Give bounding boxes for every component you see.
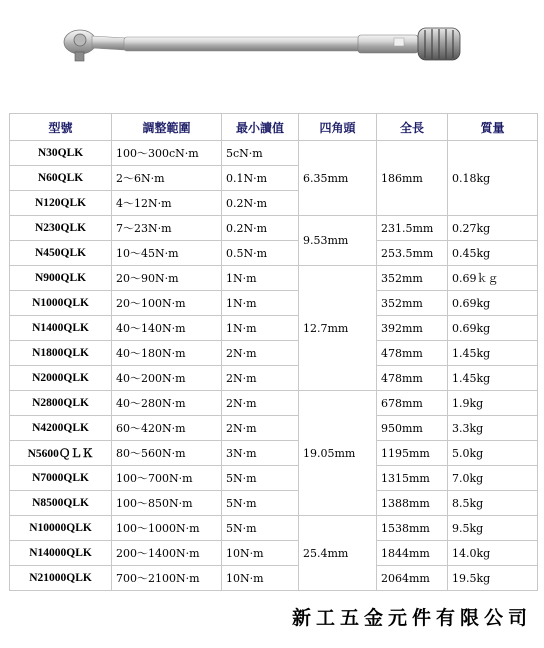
table-row xyxy=(10,416,538,441)
min-reading-cell: 5cN·m xyxy=(222,141,299,166)
mass-cell: 14.0kg xyxy=(448,541,538,566)
length-cell: 352mm xyxy=(377,291,448,316)
square-drive-cell: 25.4mm xyxy=(299,516,377,591)
length-cell: 1844mm xyxy=(377,541,448,566)
range-cell: 2～6N·m xyxy=(112,166,222,191)
range-cell: 7～23N·m xyxy=(112,216,222,241)
table-row xyxy=(10,316,538,341)
min-reading-cell: 5N·m xyxy=(222,466,299,491)
mass-cell: 7.0kg xyxy=(448,466,538,491)
length-cell: 186mm xyxy=(377,141,448,216)
model-cell: N8500QLK xyxy=(10,491,112,516)
min-reading-cell: 0.1N·m xyxy=(222,166,299,191)
model-cell: N4200QLK xyxy=(10,416,112,441)
col-header-square-drive: 四角頭 xyxy=(299,114,377,141)
table-row xyxy=(10,216,538,241)
mass-cell: 0.45kg xyxy=(448,241,538,266)
spec-table xyxy=(9,113,538,591)
model-cell: N230QLK xyxy=(10,216,112,241)
mass-cell: 0.69kg xyxy=(448,316,538,341)
table-row xyxy=(10,141,538,166)
mass-cell: 1.9kg xyxy=(448,391,538,416)
mass-cell: 0.69ｋｇ xyxy=(448,266,538,291)
range-cell: 20～90N·m xyxy=(112,266,222,291)
min-reading-cell: 2N·m xyxy=(222,391,299,416)
model-cell: N2800QLK xyxy=(10,391,112,416)
range-cell: 40～200N·m xyxy=(112,366,222,391)
model-cell: N450QLK xyxy=(10,241,112,266)
table-row xyxy=(10,266,538,291)
min-reading-cell: 10N·m xyxy=(222,566,299,591)
min-reading-cell: 10N·m xyxy=(222,541,299,566)
range-cell: 700～2100N·m xyxy=(112,566,222,591)
square-drive-cell: 12.7mm xyxy=(299,266,377,391)
min-reading-cell: 2N·m xyxy=(222,366,299,391)
model-cell: N120QLK xyxy=(10,191,112,216)
length-cell: 678mm xyxy=(377,391,448,416)
length-cell: 478mm xyxy=(377,366,448,391)
range-cell: 80～560N·m xyxy=(112,441,222,466)
range-cell: 4～12N·m xyxy=(112,191,222,216)
model-cell: N14000QLK xyxy=(10,541,112,566)
table-row xyxy=(10,466,538,491)
length-cell: 950mm xyxy=(377,416,448,441)
square-drive-cell: 19.05mm xyxy=(299,391,377,516)
table-row xyxy=(10,441,538,466)
range-cell: 40～280N·m xyxy=(112,391,222,416)
model-cell: N10000QLK xyxy=(10,516,112,541)
mass-cell: 8.5kg xyxy=(448,491,538,516)
range-cell: 20～100N·m xyxy=(112,291,222,316)
range-cell: 200～1400N·m xyxy=(112,541,222,566)
model-cell: N2000QLK xyxy=(10,366,112,391)
mass-cell: 19.5kg xyxy=(448,566,538,591)
min-reading-cell: 0.5N·m xyxy=(222,241,299,266)
range-cell: 10～45N·m xyxy=(112,241,222,266)
mass-cell: 1.45kg xyxy=(448,341,538,366)
range-cell: 60～420N·m xyxy=(112,416,222,441)
range-cell: 100～850N·m xyxy=(112,491,222,516)
min-reading-cell: 1N·m xyxy=(222,266,299,291)
square-drive-cell: 6.35mm xyxy=(299,141,377,216)
model-cell: N21000QLK xyxy=(10,566,112,591)
mass-cell: 0.27kg xyxy=(448,216,538,241)
table-row xyxy=(10,516,538,541)
range-cell: 100～700N·m xyxy=(112,466,222,491)
table-row xyxy=(10,491,538,516)
length-cell: 392mm xyxy=(377,316,448,341)
header-row xyxy=(10,114,538,141)
torque-wrench-icon xyxy=(58,8,468,70)
table-row xyxy=(10,241,538,266)
min-reading-cell: 2N·m xyxy=(222,341,299,366)
min-reading-cell: 2N·m xyxy=(222,416,299,441)
model-cell: N900QLK xyxy=(10,266,112,291)
table-row xyxy=(10,341,538,366)
col-header-model: 型號 xyxy=(10,114,112,141)
table-row xyxy=(10,566,538,591)
range-cell: 100～1000N·m xyxy=(112,516,222,541)
table-row xyxy=(10,366,538,391)
length-cell: 2064mm xyxy=(377,566,448,591)
length-cell: 1388mm xyxy=(377,491,448,516)
mass-cell: 1.45kg xyxy=(448,366,538,391)
length-cell: 253.5mm xyxy=(377,241,448,266)
model-cell: N7000QLK xyxy=(10,466,112,491)
mass-cell: 3.3kg xyxy=(448,416,538,441)
model-cell: N1800QLK xyxy=(10,341,112,366)
range-cell: 40～180N·m xyxy=(112,341,222,366)
mass-cell: 0.18kg xyxy=(448,141,538,216)
col-header-min-reading: 最小讀值 xyxy=(222,114,299,141)
mass-cell: 0.69kg xyxy=(448,291,538,316)
min-reading-cell: 3N·m xyxy=(222,441,299,466)
length-cell: 1538mm xyxy=(377,516,448,541)
col-header-mass: 質量 xyxy=(448,114,538,141)
table-row xyxy=(10,541,538,566)
col-header-range: 調整範圍 xyxy=(112,114,222,141)
model-cell: N1000QLK xyxy=(10,291,112,316)
square-drive-cell: 9.53mm xyxy=(299,216,377,266)
mass-cell: 9.5kg xyxy=(448,516,538,541)
model-cell: N60QLK xyxy=(10,166,112,191)
min-reading-cell: 1N·m xyxy=(222,291,299,316)
min-reading-cell: 0.2N·m xyxy=(222,191,299,216)
length-cell: 1315mm xyxy=(377,466,448,491)
model-cell: N30QLK xyxy=(10,141,112,166)
range-cell: 100～300cN·m xyxy=(112,141,222,166)
model-cell: N1400QLK xyxy=(10,316,112,341)
min-reading-cell: 5N·m xyxy=(222,491,299,516)
range-cell: 40～140N·m xyxy=(112,316,222,341)
company-name: 新工五金元件有限公司 xyxy=(291,607,532,629)
table-row xyxy=(10,391,538,416)
length-cell: 478mm xyxy=(377,341,448,366)
mass-cell: 5.0kg xyxy=(448,441,538,466)
length-cell: 231.5mm xyxy=(377,216,448,241)
min-reading-cell: 5N·m xyxy=(222,516,299,541)
min-reading-cell: 1N·m xyxy=(222,316,299,341)
col-header-length: 全長 xyxy=(377,114,448,141)
length-cell: 1195mm xyxy=(377,441,448,466)
length-cell: 352mm xyxy=(377,266,448,291)
model-cell: N5600ＱＬＫ xyxy=(10,441,112,466)
min-reading-cell: 0.2N·m xyxy=(222,216,299,241)
table-row xyxy=(10,291,538,316)
